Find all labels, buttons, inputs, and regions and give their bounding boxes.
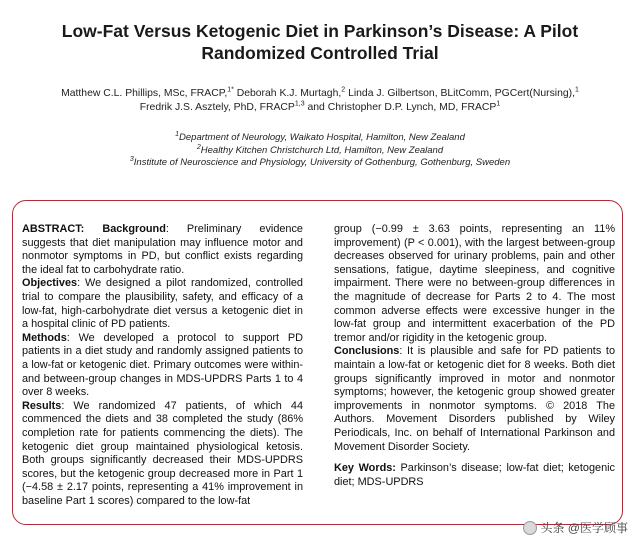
methods-text: : We developed a protocol to support PD patients in a diet study and randomly assigned patients to a low-fat or ketogenic diet. Primary outcomes were within- and between-group changes in MDS-UPDRS Parts 1 to 4 over 8 weeks.	[22, 331, 303, 399]
author-3	[348, 88, 579, 99]
author-name: Christopher D.P. Lynch, MD, FRACP	[327, 102, 497, 113]
author-2	[237, 88, 345, 99]
abstract-left-column	[22, 223, 303, 508]
conclusions-paragraph	[334, 345, 615, 454]
author-name: Linda J. Gilbertson, BLitComm, PGCert(Nursing),	[348, 88, 575, 99]
affiliation-text: Healthy Kitchen Christchurch Ltd, Hamilton, New Zealand	[200, 144, 444, 156]
affiliation-mark: 1	[175, 130, 180, 138]
author-affiliation-mark: 1*	[227, 86, 234, 94]
author-1	[61, 88, 234, 99]
keywords-heading: Key Words:	[334, 462, 396, 475]
avatar-icon	[523, 521, 537, 535]
author-affiliation-mark: 1	[575, 86, 579, 94]
keywords-paragraph	[334, 462, 615, 489]
author-affiliation-mark: 1,3	[294, 100, 305, 108]
author-affiliation-mark: 2	[341, 86, 346, 94]
background-text: : Preliminary evidence suggests that diet manipulation may influence motor and nonmotor symptoms in PD, but conflict exists regarding the ideal fat to carbohydrate ratio.	[22, 223, 303, 276]
conclusions-text: : It is plausible and safe for PD patients to maintain a low-fat or ketogenic diet for 8 weeks. Both diet groups significantly improved in motor and nonmotor symptoms; however, the ketogenic group showed greater improvements in nonmotor symptoms. © 2018 The Authors. Movement Disorders published by Wiley Periodicals, Inc. on behalf of International Parkinson and Movement Disorder Society.	[334, 345, 615, 453]
author-list	[25, 87, 615, 115]
methods-heading: Methods	[22, 331, 67, 344]
results-text: : We randomized 47 patients, of which 44 commenced the diets and 38 completed the study (86% completion rate for patients commencing the diets). The ketogenic diet group maintained physiological ketosis. Both groups significantly decreased their MDS-UPDRS scores, but the ketogenic group decreased more in Part 1 (−4.58 ± 2.17 points, representing a 41% improvement in baseline Part 1 scores) compared to the low-fat	[22, 399, 303, 507]
author-name: Matthew C.L. Phillips, MSc, FRACP,	[61, 88, 228, 99]
objectives-text: : We designed a pilot randomized, controlled trial to compare the plausibility, safety, and efficacy of a low-fat, high-carbohydrate diet versus a ketogenic diet in a hospital clinic of PD patients.	[22, 277, 303, 331]
affiliation-text: Institute of Neuroscience and Physiology, University of Gothenburg, Gothenburg, Sweden	[133, 157, 511, 168]
results-continued-paragraph: group (−0.99 ± 3.63 points, representing an 11% improvement) (P < 0.001), with the largest between-group decreases observed for urinary problems, pain and other sensations, fatigue, daytime sleepiness, and cognitive impairment. There were no between-group differences in the magnitude of decrease for Parts 2 to 4. The most common adverse effects were excessive hunger in the low-fat group and intermittent exacerbation of the PD tremor and/or rigidity in the ketogenic group.	[334, 223, 615, 344]
author-name: Fredrik J.S. Asztely, PhD, FRACP	[139, 102, 295, 113]
conclusions-heading: Conclusions	[334, 345, 400, 358]
author-name: Deborah K.J. Murtagh,	[236, 88, 342, 99]
affiliation-text: Department of Neurology, Waikato Hospital, Hamilton, New Zealand	[179, 132, 465, 143]
background-heading: Background	[102, 223, 166, 235]
keywords-text: Parkinson’s disease; low-fat diet; ketogenic diet; MDS-UPDRS	[334, 462, 615, 488]
abstract-lead: ABSTRACT:	[22, 223, 85, 235]
author-affiliation-mark: 1	[496, 100, 501, 108]
watermark-text: 头条 @医学顾事	[540, 521, 628, 535]
affiliation-2	[25, 145, 615, 158]
background-paragraph	[22, 223, 303, 277]
author-conjunction: and	[304, 102, 325, 113]
abstract-box	[12, 200, 623, 525]
methods-paragraph	[22, 332, 303, 400]
results-paragraph	[22, 400, 303, 509]
paper-title: Low-Fat Versus Ketogenic Diet in Parkinson’s Disease: A Pilot Randomized Controlled Trial	[61, 21, 579, 63]
affiliation-list	[25, 132, 615, 170]
affiliation-mark: 3	[129, 155, 134, 163]
affiliation-mark: 2	[196, 143, 201, 151]
affiliation-3	[25, 157, 615, 170]
results-heading: Results	[22, 399, 62, 412]
objectives-heading: Objectives	[22, 277, 78, 290]
objectives-paragraph	[22, 277, 303, 331]
affiliation-1	[25, 132, 615, 145]
author-5	[328, 102, 501, 113]
abstract-right-column	[334, 223, 615, 489]
watermark	[523, 519, 628, 536]
author-4	[140, 102, 325, 113]
